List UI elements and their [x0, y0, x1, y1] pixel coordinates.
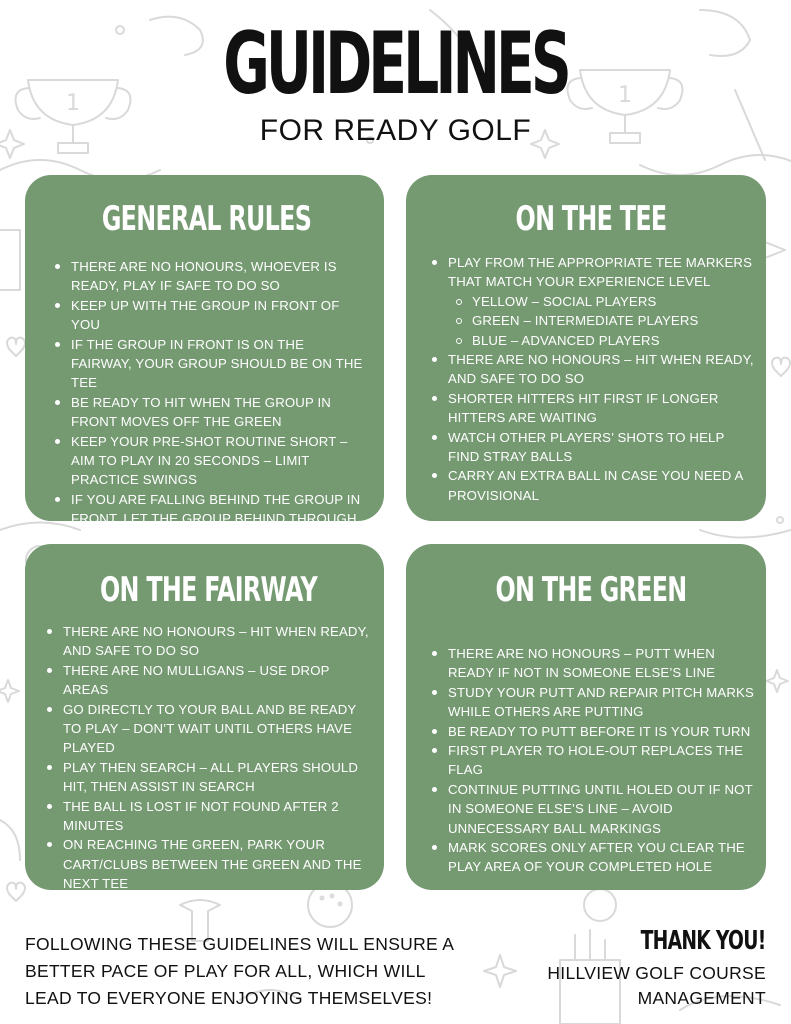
list-item: CARRY AN EXTRA BALL IN CASE YOU NEED A PROVISIONAL: [448, 466, 756, 505]
list-item: BE READY TO PUTT BEFORE IT IS YOUR TURN: [448, 722, 756, 741]
svg-text:1: 1: [618, 83, 632, 108]
list-item: [448, 253, 756, 350]
list-item: WATCH OTHER PLAYERS’ SHOTS TO HELP FIND STRAY BALLS: [448, 428, 756, 467]
on-the-fairway-list: [41, 622, 376, 894]
general-rules-heading: GENERAL RULES: [101, 199, 312, 239]
list-item: KEEP YOUR PRE-SHOT ROUTINE SHORT – AIM TO PLAY IN 20 SECONDS – LIMIT PRACTICE SWINGS: [71, 432, 364, 490]
svg-text:1: 1: [66, 91, 80, 116]
on-the-green-heading: ON THE GREEN: [495, 570, 687, 610]
on-the-fairway-heading: ON THE FAIRWAY: [99, 570, 318, 610]
list-item: GO DIRECTLY TO YOUR BALL AND BE READY TO PLAY – DON’T WAIT UNTIL OTHERS HAVE PLAYED: [63, 700, 376, 758]
list-item: BE READY TO HIT WHEN THE GROUP IN FRONT MOVES OFF THE GREEN: [71, 393, 364, 432]
page-title: GUIDELINES: [223, 14, 568, 114]
list-item: THERE ARE NO HONOURS – HIT WHEN READY, AND SAFE TO DO SO: [63, 622, 376, 661]
list-item: THERE ARE NO MULLIGANS – USE DROP AREAS: [63, 661, 376, 700]
list-item: MARK SCORES ONLY AFTER YOU CLEAR THE PLAY AREA OF YOUR COMPLETED HOLE: [448, 838, 756, 877]
page-subtitle: FOR READY GOLF: [259, 114, 532, 147]
list-item: IF THE GROUP IN FRONT IS ON THE FAIRWAY, YOUR GROUP SHOULD BE ON THE TEE: [71, 335, 364, 393]
on-the-tee-card: [406, 175, 766, 521]
organization-name: HILLVIEW GOLF COURSE MANAGEMENT: [547, 963, 766, 1008]
tee-markers-sublist: [448, 292, 756, 350]
on-the-green-card: [406, 544, 766, 890]
list-item: THERE ARE NO HONOURS, WHOEVER IS READY, PLAY IF SAFE TO DO SO: [71, 257, 364, 296]
list-item: PLAY THEN SEARCH – ALL PLAYERS SHOULD HIT, THEN ASSIST IN SEARCH: [63, 758, 376, 797]
list-item: ON REACHING THE GREEN, PARK YOUR CART/CLUBS BETWEEN THE GREEN AND THE NEXT TEE: [63, 835, 376, 893]
sub-list-item: YELLOW – SOCIAL PLAYERS: [472, 292, 756, 311]
thank-you-text: THANK YOU!: [641, 926, 766, 956]
list-item: THERE ARE NO HONOURS – PUTT WHEN READY IF NOT IN SOMEONE ELSE’S LINE: [448, 644, 756, 683]
list-item: THE BALL IS LOST IF NOT FOUND AFTER 2 MINUTES: [63, 797, 376, 836]
list-item: CONTINUE PUTTING UNTIL HOLED OUT IF NOT IN SOMEONE ELSE’S LINE – AVOID UNNECESSARY BALL MARKINGS: [448, 780, 756, 838]
on-the-tee-heading: ON THE TEE: [515, 199, 667, 239]
sub-list-item: GREEN – INTERMEDIATE PLAYERS: [472, 311, 756, 330]
list-item: FIRST PLAYER TO HOLE-OUT REPLACES THE FLAG: [448, 741, 756, 780]
list-item: SHORTER HITTERS HIT FIRST IF LONGER HITTERS ARE WAITING: [448, 389, 756, 428]
general-rules-card: [25, 175, 384, 527]
list-item: STUDY YOUR PUTT AND REPAIR PITCH MARKS WHILE OTHERS ARE PUTTING: [448, 683, 756, 722]
list-item: KEEP UP WITH THE GROUP IN FRONT OF YOU: [71, 296, 364, 335]
list-item: THERE ARE NO HONOURS – HIT WHEN READY, AND SAFE TO DO SO: [448, 350, 756, 389]
on-the-tee-list: [426, 253, 756, 505]
list-item: IF YOU ARE FALLING BEHIND THE GROUP IN FRONT, LET THE GROUP BEHIND THROUGH: [71, 490, 364, 529]
on-the-fairway-card: [25, 544, 384, 890]
general-rules-list: [49, 257, 364, 529]
footer-message: FOLLOWING THESE GUIDELINES WILL ENSURE A BETTER PACE OF PLAY FOR ALL, WHICH WILL LEAD TO EVERYONE ENJOYING THEMSELVES!: [25, 934, 454, 1008]
on-the-green-list: [426, 644, 756, 877]
sub-list-item: BLUE – ADVANCED PLAYERS: [472, 331, 756, 350]
list-item-text: PLAY FROM THE APPROPRIATE TEE MARKERS THAT MATCH YOUR EXPERIENCE LEVEL: [448, 255, 753, 290]
